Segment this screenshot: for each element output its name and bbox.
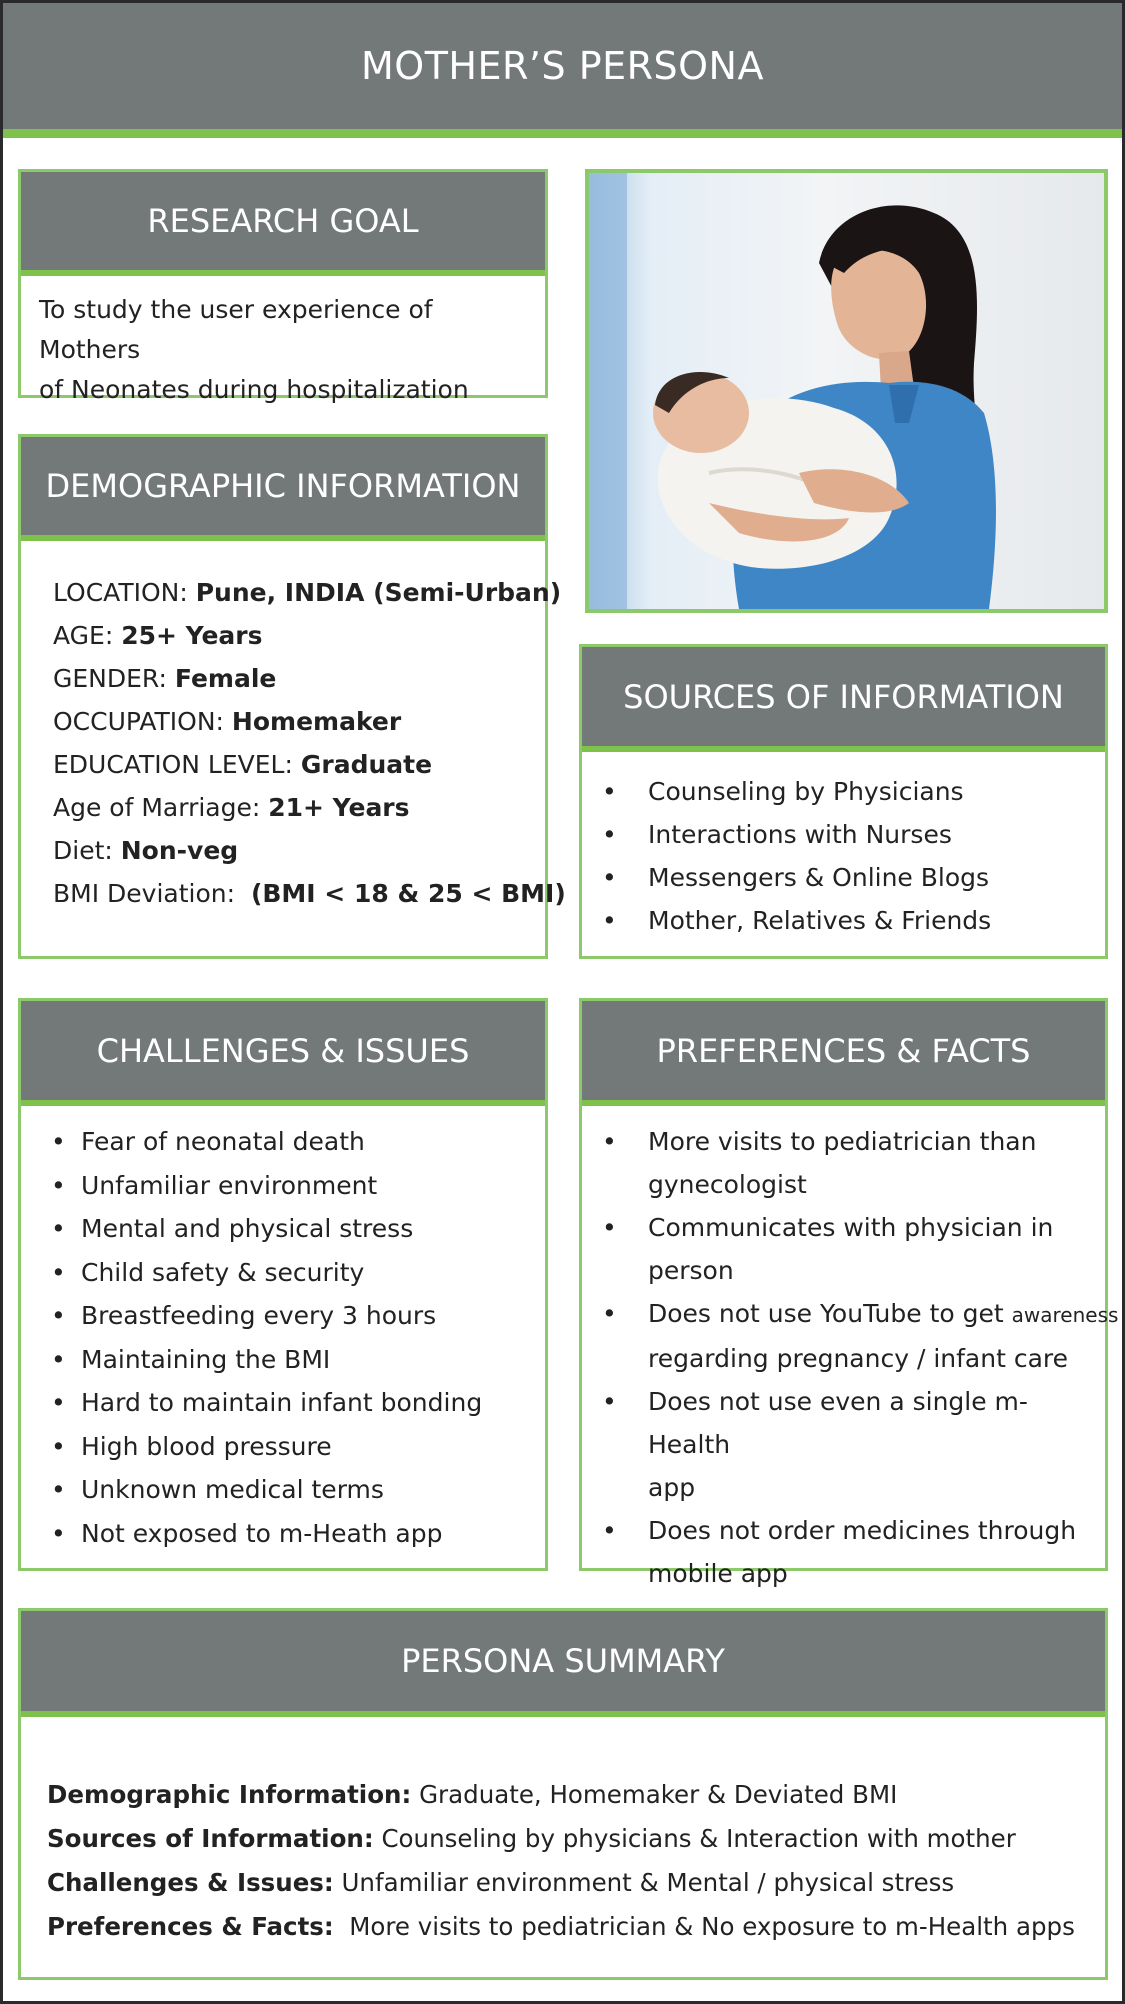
list-item-text: Messengers & Online Blogs <box>648 863 990 892</box>
list-item-text: Interactions with Nurses <box>648 820 952 849</box>
field-label: GENDER: <box>53 664 175 693</box>
list-item-text: Unfamiliar environment <box>81 1170 378 1200</box>
list-item-line: Communicates with physician in <box>648 1213 1054 1242</box>
field-label: LOCATION: <box>53 578 196 607</box>
sources-list-wrap <box>582 752 1105 956</box>
demographic-heading: DEMOGRAPHIC INFORMATION <box>21 437 545 541</box>
bullet-icon: • <box>602 1516 617 1545</box>
list-item <box>602 1509 1101 1595</box>
list-item <box>51 1251 545 1295</box>
mother-holding-newborn-illustration <box>589 173 1104 609</box>
summary-value: More visits to pediatrician & No exposure to m-Health apps <box>333 1912 1075 1941</box>
preferences-list-wrap <box>582 1106 1119 1588</box>
demographic-field-bmi <box>53 872 566 915</box>
list-item <box>602 899 1105 942</box>
demographic-panel <box>18 434 566 959</box>
bullet-icon: • <box>51 1518 66 1548</box>
challenges-list-wrap <box>21 1106 545 1568</box>
list-item-text: High blood pressure <box>81 1431 332 1461</box>
list-item-line: More visits to pediatrician than <box>648 1127 1037 1156</box>
challenges-heading: CHALLENGES & ISSUES <box>21 1001 545 1106</box>
list-item <box>51 1512 545 1556</box>
list-item-text: Counseling by Physicians <box>648 777 964 806</box>
demographic-field-education <box>53 743 545 786</box>
list-item <box>602 770 1105 813</box>
list-item-line: person <box>648 1256 734 1285</box>
bullet-icon: • <box>602 1127 617 1156</box>
demographic-field-location <box>53 571 562 614</box>
list-item-line: gynecologist <box>648 1170 807 1199</box>
bullet-icon: • <box>51 1127 66 1156</box>
list-item <box>602 1120 1101 1206</box>
challenges-panel <box>18 998 548 1571</box>
bullet-icon: • <box>602 863 617 892</box>
field-value: Female <box>174 664 277 693</box>
summary-row <box>47 1905 1105 1949</box>
list-item-text: Not exposed to m-Heath app <box>81 1518 443 1548</box>
summary-row <box>47 1817 1105 1861</box>
field-label: OCCUPATION: <box>53 707 232 736</box>
list-item <box>602 1292 1119 1380</box>
list-item-line: Does not order medicines through <box>648 1516 1077 1545</box>
list-item-text: Maintaining the BMI <box>81 1344 331 1374</box>
field-value: Pune, INDIA (Semi-Urban) <box>195 578 562 607</box>
summary-rows <box>21 1717 1105 1977</box>
demographic-field-diet <box>53 829 545 872</box>
bullet-icon: • <box>51 1170 66 1200</box>
bullet-icon: • <box>51 1475 66 1504</box>
list-item-text: Mental and physical stress <box>81 1214 414 1243</box>
research-goal-line: of Neonates during hospitalization <box>39 375 469 404</box>
list-item-line <box>648 1292 1119 1337</box>
list-item <box>51 1381 545 1425</box>
summary-panel <box>18 1608 1108 1980</box>
bullet-icon: • <box>602 1213 617 1242</box>
summary-key: Preferences & Facts: <box>47 1912 334 1941</box>
bullet-icon: • <box>602 820 617 849</box>
list-item <box>602 1206 1101 1292</box>
bullet-icon: • <box>602 1299 617 1328</box>
bullet-icon: • <box>51 1431 66 1461</box>
field-value: Non-veg <box>120 836 239 865</box>
bullet-icon: • <box>51 1344 66 1374</box>
research-goal-line: To study the user experience of Mothers <box>39 295 433 364</box>
demographic-field-occupation <box>53 700 545 743</box>
mother-photo <box>585 169 1108 613</box>
list-item-text: Mother, Relatives & Friends <box>648 906 992 935</box>
field-value: (BMI < 18 & 25 < BMI) <box>250 879 566 908</box>
bullet-icon: • <box>51 1214 66 1243</box>
field-value: Graduate <box>300 750 433 779</box>
field-label: BMI Deviation: <box>53 879 251 908</box>
research-goal-heading: RESEARCH GOAL <box>21 172 545 276</box>
summary-row <box>47 1861 1105 1905</box>
bullet-icon: • <box>51 1257 66 1287</box>
list-item-line: mobile app <box>648 1559 788 1588</box>
sources-list <box>602 770 1105 942</box>
list-item-line: Does not use even a single m-Health <box>648 1387 1028 1459</box>
list-item <box>51 1425 545 1469</box>
field-label: Age of Marriage: <box>53 793 269 822</box>
field-value: 21+ Years <box>268 793 410 822</box>
bullet-icon: • <box>602 777 617 806</box>
page-title: MOTHER’S PERSONA <box>3 3 1122 138</box>
field-value: Homemaker <box>231 707 402 736</box>
summary-value: Unfamiliar environment & Mental / physical stress <box>333 1868 955 1897</box>
list-item <box>51 1207 545 1251</box>
list-item <box>602 813 1105 856</box>
demographic-field-gender <box>53 657 545 700</box>
summary-value: Counseling by physicians & Interaction with mother <box>373 1824 1016 1853</box>
field-label: AGE: <box>53 621 122 650</box>
demographic-field-age <box>53 614 545 657</box>
field-value: 25+ Years <box>121 621 263 650</box>
preferences-heading: PREFERENCES & FACTS <box>582 1001 1105 1106</box>
list-item-text: Does not use YouTube to get <box>648 1299 1012 1328</box>
summary-key: Sources of Information: <box>47 1824 374 1853</box>
list-item-text: Child safety & security <box>81 1257 365 1287</box>
challenges-list <box>51 1120 545 1555</box>
bullet-icon: • <box>51 1388 66 1417</box>
list-item <box>602 1380 1101 1509</box>
list-item <box>51 1120 545 1164</box>
field-label: Diet: <box>53 836 121 865</box>
list-item-text: Breastfeeding every 3 hours <box>81 1301 437 1330</box>
bullet-icon: • <box>51 1301 66 1330</box>
summary-heading: PERSONA SUMMARY <box>21 1611 1105 1717</box>
demographic-field-marriage-age <box>53 786 545 829</box>
research-goal-panel <box>18 169 548 404</box>
list-item-text: Unknown medical terms <box>81 1475 384 1504</box>
sources-heading: SOURCES OF INFORMATION <box>582 647 1105 752</box>
list-item-line: app <box>648 1473 696 1502</box>
summary-value: Graduate, Homemaker & Deviated BMI <box>411 1780 898 1809</box>
field-label: EDUCATION LEVEL: <box>53 750 301 779</box>
list-item-text: Fear of neonatal death <box>81 1127 365 1156</box>
list-item <box>51 1468 545 1512</box>
demographic-fields <box>21 541 566 956</box>
list-item-text: Hard to maintain infant bonding <box>81 1388 483 1417</box>
list-item <box>51 1164 545 1208</box>
list-item-line: regarding pregnancy / infant care <box>648 1344 1069 1373</box>
bullet-icon: • <box>602 906 617 935</box>
preferences-list <box>602 1120 1119 1595</box>
bullet-icon: • <box>602 1387 617 1416</box>
list-item-text: awareness <box>1011 1303 1119 1327</box>
summary-row <box>47 1773 1105 1817</box>
summary-key: Demographic Information: <box>47 1780 412 1809</box>
preferences-panel <box>579 998 1119 1588</box>
list-item <box>51 1338 545 1382</box>
list-item <box>602 856 1105 899</box>
research-goal-text <box>21 276 545 404</box>
sources-panel <box>579 644 1108 959</box>
list-item <box>51 1294 545 1338</box>
summary-key: Challenges & Issues: <box>47 1868 334 1897</box>
